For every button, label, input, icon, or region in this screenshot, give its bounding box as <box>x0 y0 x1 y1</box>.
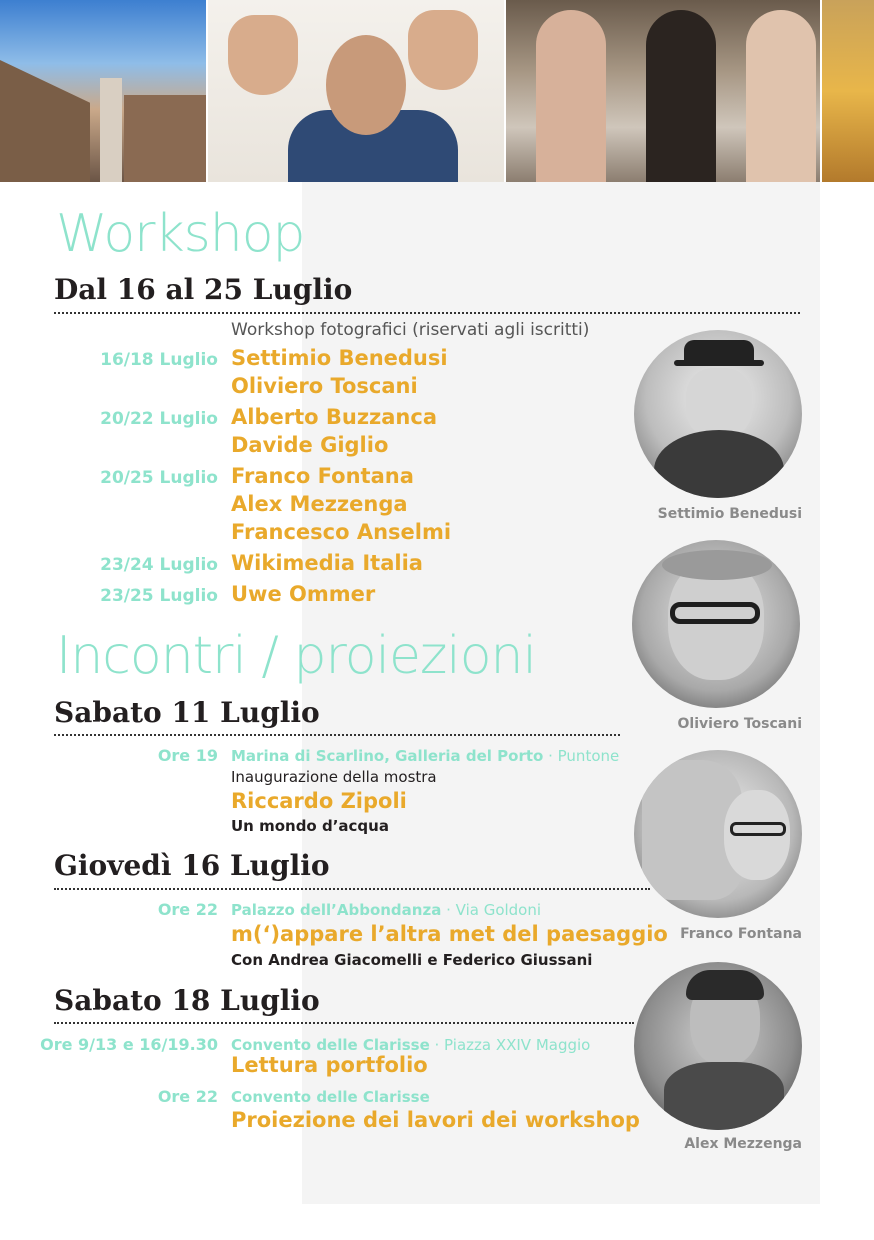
venue-name: Convento delle Clarisse <box>231 1036 430 1054</box>
event-subtitle: Con Andrea Giacomelli e Federico Giussani <box>231 951 593 969</box>
man-waving-hands-photo <box>208 0 504 182</box>
event-venue <box>231 1036 590 1054</box>
portrait-caption: Settimio Benedusi <box>657 506 802 522</box>
workshop-name: Oliviero Toscani <box>231 374 418 398</box>
event-subtitle: Un mondo d’acqua <box>231 817 389 835</box>
event-venue <box>231 901 541 919</box>
event-title: Proiezione dei lavori dei workshop <box>231 1108 640 1132</box>
workshop-name: Settimio Benedusi <box>231 346 448 370</box>
event-time: Ore 22 <box>157 1087 218 1106</box>
day-date: Giovedì 16 Luglio <box>54 849 330 882</box>
workshop-date: 23/24 Luglio <box>100 555 218 575</box>
event-venue <box>231 747 619 765</box>
event-time: Ore 22 <box>157 900 218 919</box>
workshop-name: Wikimedia Italia <box>231 551 423 575</box>
event-title: Riccardo Zipoli <box>231 789 407 813</box>
portrait-photo <box>634 750 802 918</box>
venue-location: · Puntone <box>543 747 620 765</box>
event-venue <box>231 1088 430 1106</box>
workshop-date: 16/18 Luglio <box>100 350 218 370</box>
day-date: Sabato 18 Luglio <box>54 984 320 1017</box>
workshop-title: Workshop <box>56 204 305 264</box>
portrait-photo <box>634 330 802 498</box>
event-note: Inaugurazione della mostra <box>231 768 437 786</box>
venue-name: Marina di Scarlino, Galleria del Porto <box>231 747 544 765</box>
event-title: Lettura portfolio <box>231 1053 428 1077</box>
workshop-name: Uwe Ommer <box>231 582 376 606</box>
workshop-date: 20/22 Luglio <box>100 409 218 429</box>
workshop-name: Franco Fontana <box>231 464 414 488</box>
venue-name: Palazzo dell’Abbondanza <box>231 901 442 919</box>
workshop-date: 23/25 Luglio <box>100 586 218 606</box>
portrait-photo <box>632 540 800 708</box>
portrait-caption: Alex Mezzenga <box>684 1136 802 1152</box>
divider <box>54 312 800 314</box>
divider <box>54 1022 634 1024</box>
portrait-caption: Franco Fontana <box>680 926 802 942</box>
venue-name: Convento delle Clarisse <box>231 1088 430 1106</box>
models-photo <box>506 0 820 182</box>
workshop-name: Alberto Buzzanca <box>231 405 438 429</box>
divider <box>54 734 620 736</box>
workshop-date-range: Dal 16 al 25 Luglio <box>54 273 353 306</box>
historic-town-photo <box>0 0 206 182</box>
workshop-name: Davide Giglio <box>231 433 389 457</box>
portrait-photo <box>634 962 802 1130</box>
workshop-date: 20/25 Luglio <box>100 468 218 488</box>
divider <box>54 888 650 890</box>
event-title: m(‘)appare l’altra met del paesaggio <box>231 922 668 946</box>
incontri-title: Incontri / proiezioni <box>56 626 536 686</box>
workshop-intro: Workshop fotografici (riservati agli iscritti) <box>231 320 590 340</box>
day-date: Sabato 11 Luglio <box>54 696 320 729</box>
workshop-name: Alex Mezzenga <box>231 492 408 516</box>
event-time: Ore 19 <box>157 746 218 765</box>
portrait-caption: Oliviero Toscani <box>677 716 802 732</box>
workshop-name: Francesco Anselmi <box>231 520 452 544</box>
stage-photo <box>822 0 874 182</box>
venue-location: · Piazza XXIV Maggio <box>429 1036 591 1054</box>
event-time: Ore 9/13 e 16/19.30 <box>40 1035 218 1054</box>
venue-location: · Via Goldoni <box>441 901 542 919</box>
